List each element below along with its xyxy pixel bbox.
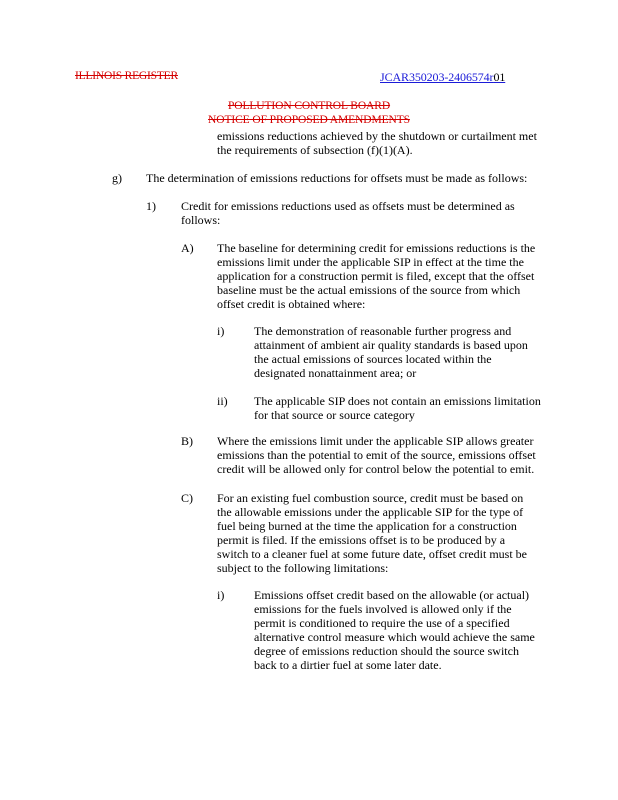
- text-line: permit is conditioned to require the use of a specified: [254, 616, 510, 630]
- text-line: subject to the following limitations:: [217, 561, 389, 575]
- text-line: the actual emissions of sources located within the: [254, 352, 492, 366]
- item-A-ii-text: [254, 394, 541, 422]
- continuation-text: [217, 129, 537, 157]
- text-line: degree of emissions reduction should the source switch: [254, 644, 519, 658]
- text-line: the allowable emissions under the applicable SIP for the type of: [217, 505, 524, 519]
- subsection-g-label: g): [112, 171, 122, 185]
- text-line: for that source or source category: [254, 408, 415, 422]
- text-line: application for a construction permit is filed, except that the offset: [217, 269, 535, 283]
- text-line: The applicable SIP does not contain an emissions limitation: [254, 394, 541, 408]
- text-line: For an existing fuel combustion source, credit must be based on: [217, 491, 524, 505]
- item-C-i-label: i): [217, 588, 225, 602]
- item-C-i-text: [254, 588, 535, 672]
- text-line: credit will be allowed only for control below the potential to emit.: [217, 462, 535, 476]
- paragraph-C-label: C): [181, 491, 193, 505]
- text-line: The demonstration of reasonable further progress and: [254, 324, 512, 338]
- text-line: emissions than the potential to emit of the source, emissions offset: [217, 448, 536, 462]
- paragraph-1-text: [181, 199, 515, 227]
- text-line: switch to a cleaner fuel at some future date, offset credit must be: [217, 547, 527, 561]
- text-line: emissions limit under the applicable SIP in effect at the time the: [217, 255, 524, 269]
- paragraph-B-text: [217, 434, 536, 476]
- text-line: Where the emissions limit under the applicable SIP allows greater: [217, 434, 534, 448]
- text-line: follows:: [181, 213, 221, 227]
- text-line: permit is filed. If the emissions offset is to be produced by a: [217, 533, 506, 547]
- paragraph-A-text: [217, 241, 535, 311]
- notice-title: NOTICE OF PROPOSED AMENDMENTS: [208, 114, 410, 126]
- paragraph-B-label: B): [181, 434, 193, 448]
- jcar-code: JCAR350203-2406574r: [380, 70, 494, 84]
- jcar-reference: [380, 70, 505, 85]
- register-title: ILLINOIS REGISTER: [75, 70, 178, 82]
- text-line: designated nonattainment area; or: [254, 366, 417, 380]
- jcar-suffix: 01: [493, 70, 506, 84]
- text-line: back to a dirtier fuel at some later date.: [254, 658, 442, 672]
- item-A-i-text: [254, 324, 528, 380]
- subsection-g-text: [146, 171, 527, 185]
- text-line: emissions reductions achieved by the shutdown or curtailment met: [217, 129, 537, 143]
- paragraph-A-label: A): [181, 241, 194, 255]
- text-line: The baseline for determining credit for emissions reductions is the: [217, 241, 536, 255]
- paragraph-1-label: 1): [146, 199, 156, 213]
- item-A-ii-label: ii): [217, 394, 228, 408]
- text-line: emissions for the fuels involved is allowed only if the: [254, 602, 512, 616]
- text-line: Credit for emissions reductions used as offsets must be determined as: [181, 199, 515, 213]
- text-line: baseline must be the actual emissions of the source from which: [217, 283, 521, 297]
- text-line: offset credit is obtained where:: [217, 297, 366, 311]
- paragraph-C-text: [217, 491, 527, 575]
- text-line: fuel being burned at the time the application for a construction: [217, 519, 517, 533]
- text-line: the requirements of subsection (f)(1)(A).: [217, 143, 413, 157]
- item-A-i-label: i): [217, 324, 225, 338]
- agency-name: POLLUTION CONTROL BOARD: [227, 100, 391, 112]
- text-line: Emissions offset credit based on the allowable (or actual): [254, 588, 530, 602]
- text-line: The determination of emissions reductions for offsets must be made as follows:: [146, 171, 528, 185]
- text-line: alternative control measure which would achieve the same: [254, 630, 535, 644]
- text-line: attainment of ambient air quality standards is based upon: [254, 338, 528, 352]
